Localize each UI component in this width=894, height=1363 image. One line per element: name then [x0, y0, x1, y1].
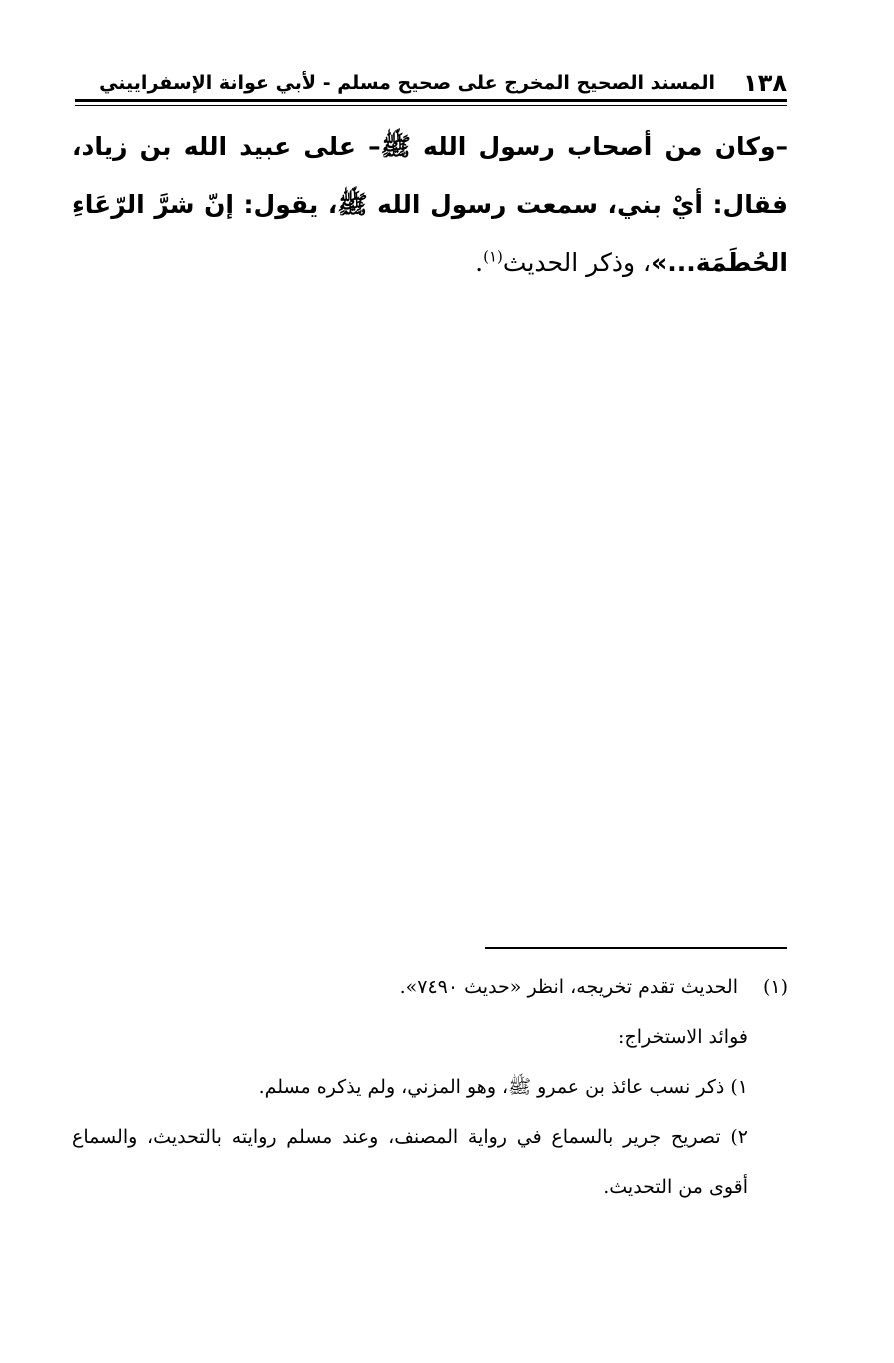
footnote-1 — [72, 962, 788, 1012]
main-text — [72, 118, 788, 292]
footnote-1-number: (١) — [762, 976, 788, 998]
hadith-text: –وكان من أصحاب رسول الله ﷺ– على عبيد الله بن زياد، فقال: أيْ بني، سمعت رسول الله ﷺ، يقول: إنّ شرَّ الرّعَاءِ الحُطَمَة...» — [72, 132, 788, 277]
header-rule-thick — [75, 99, 787, 102]
benefit-1: ١) ذكر نسب عائذ بن عمرو ﷺ، وهو المزني، ولم يذكره مسلم. — [258, 1076, 748, 1098]
hadith-tail: ، وذكر الحديث — [502, 248, 652, 277]
footnote-marker: (١) — [483, 247, 503, 266]
header-rule-thin — [75, 105, 787, 106]
page-number: ١٣٨ — [743, 69, 787, 97]
benefits-heading: فوائد الاستخراج: — [618, 1026, 748, 1048]
footnotes — [72, 962, 788, 1212]
end-period: . — [475, 248, 484, 277]
benefit-2: ٢) تصريح جرير بالسماع في رواية المصنف، وعند مسلم روايته بالتحديث، والسماع أقوى من التحديث. — [72, 1126, 748, 1198]
hadith-paragraph — [72, 118, 788, 292]
footnote-1-text: الحديث تقدم تخريجه، انظر «حديث ٧٤٩٠». — [399, 976, 738, 998]
book-title: المسند الصحيح المخرج على صحيح مسلم - لأبي عوانة الإسفراييني — [99, 72, 716, 94]
running-header — [75, 64, 787, 102]
footnote-separator — [485, 947, 787, 949]
